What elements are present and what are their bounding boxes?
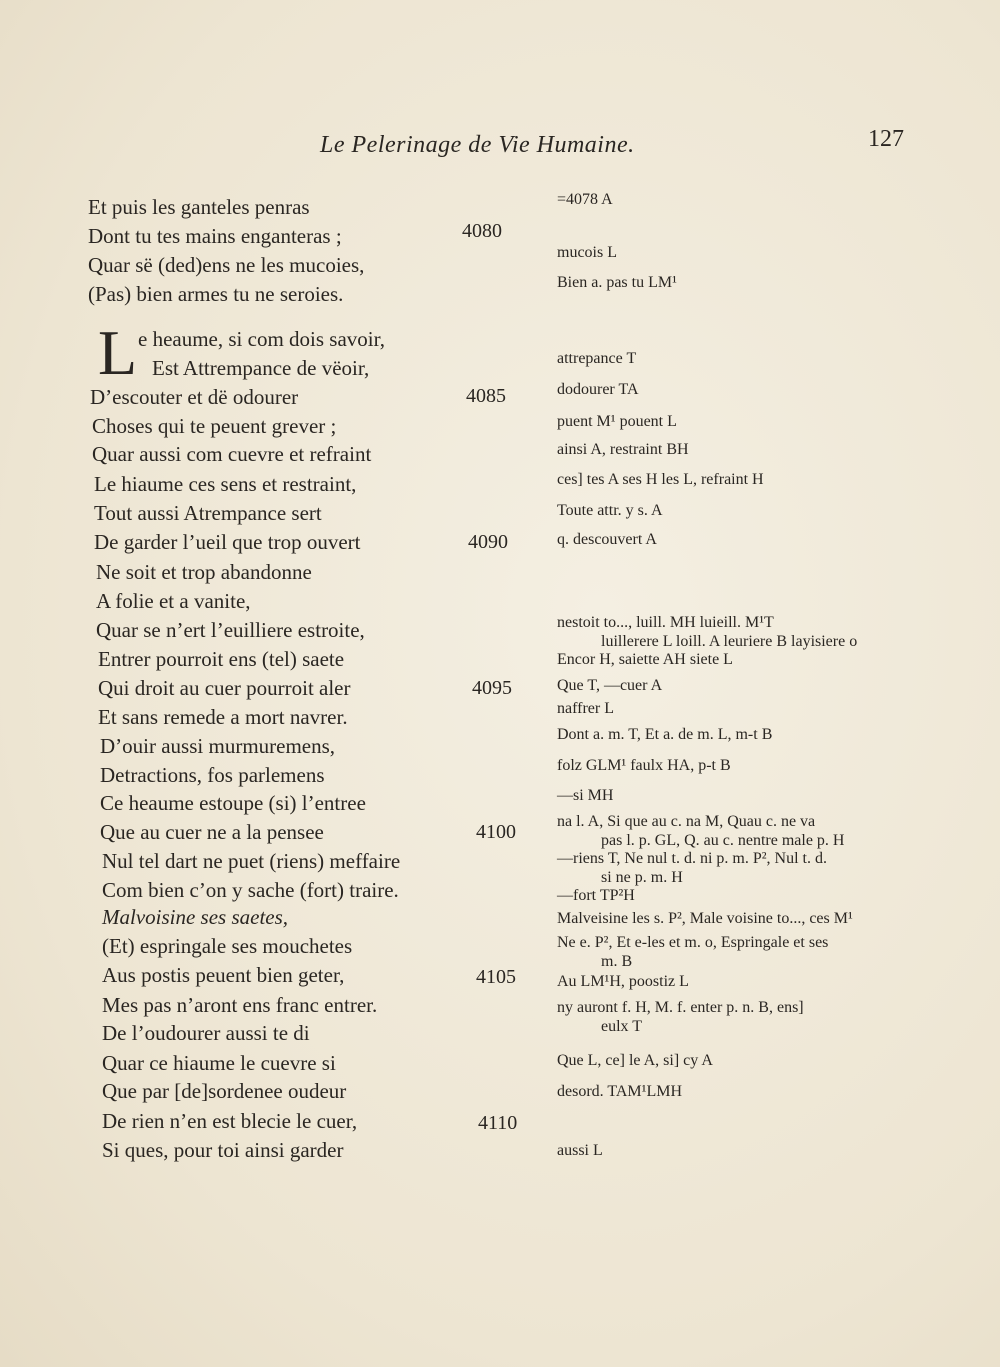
verse-line: De rien n’en est blecie le cuer,	[102, 1109, 358, 1133]
line-number: 4080	[462, 220, 502, 242]
verse-line: Et puis les ganteles penras	[88, 195, 310, 219]
variant-note: aussi L	[557, 1142, 603, 1159]
verse-line: A folie et a vanite,	[96, 589, 251, 613]
page-number: 127	[868, 126, 904, 152]
line-number: 4100	[476, 821, 516, 843]
verse-line: Que par [de]sordenee oudeur	[102, 1079, 347, 1103]
verse-line: Choses qui te peuent grever ;	[92, 414, 337, 438]
line-number: 4085	[466, 385, 506, 407]
verse-line: Malvoisine ses saetes,	[102, 905, 289, 929]
variant-note: Au LM¹H, poostiz L	[557, 973, 689, 990]
verse-line: Quar aussi com cuevre et refraint	[92, 442, 372, 466]
variant-note: folz GLM¹ faulx HA, p-t B	[557, 757, 731, 774]
variant-note-line: si ne p. m. H	[601, 869, 683, 886]
variant-note: Que L, ce] le A, si] cy A	[557, 1052, 713, 1069]
verse-line: (Pas) bien armes tu ne seroies.	[88, 282, 344, 306]
variant-note-line: nestoit to..., luill. MH luieill. M¹T	[557, 614, 774, 631]
verse-line: Aus postis peuent bien geter,	[102, 963, 345, 987]
variant-note-line: na l. A, Si que au c. na M, Quau c. ne va	[557, 813, 816, 830]
verse-line: (Et) espringale ses mouchetes	[102, 934, 353, 958]
variant-note	[557, 933, 922, 971]
drop-capital: L	[98, 317, 138, 388]
variant-note	[557, 812, 922, 850]
verse-line: Quar se n’ert l’euilliere estroite,	[96, 618, 365, 642]
variant-note: Toute attr. y s. A	[557, 502, 663, 519]
variant-note: Encor H, saiette AH siete L	[557, 651, 733, 668]
verse-line: Si ques, pour toi ainsi garder	[102, 1138, 344, 1162]
verse-line: Entrer pourroit ens (tel) saete	[98, 647, 345, 671]
variant-note: ainsi A, restraint BH	[557, 441, 689, 458]
variant-note: desord. TAM¹LMH	[557, 1083, 682, 1100]
variant-note: Bien a. pas tu LM¹	[557, 274, 677, 291]
variant-note: —si MH	[557, 787, 614, 804]
verse-line: D’ouir aussi murmuremens,	[100, 734, 336, 758]
verse-line: Nul tel dart ne puet (riens) meffaire	[102, 849, 401, 873]
variant-note: dodourer TA	[557, 381, 639, 398]
verse-line: Detractions, fos parlemens	[100, 763, 325, 787]
verse-line: Le hiaume ces sens et restraint,	[94, 472, 357, 496]
variant-note: naffrer L	[557, 700, 614, 717]
verse-line: Ce heaume estoupe (si) l’entree	[100, 791, 366, 815]
variant-note-line: ny auront f. H, M. f. enter p. n. B, ens]	[557, 999, 804, 1016]
verse-line: D’escouter et dë odourer	[90, 385, 299, 409]
running-title: Le Pelerinage de Vie Humaine.	[320, 132, 635, 158]
variant-note: —fort TP²H	[557, 887, 635, 904]
verse-line: De l’oudourer aussi te di	[102, 1021, 310, 1045]
verse-line: Mes pas n’aront ens franc entrer.	[102, 993, 378, 1017]
variant-note-line: pas l. p. GL, Q. au c. nentre male p. H	[601, 832, 845, 849]
variant-note: mucois L	[557, 244, 617, 261]
variant-note: puent M¹ pouent L	[557, 413, 677, 430]
variant-note: =4078 A	[557, 191, 613, 208]
verse-line: Ne soit et trop abandonne	[96, 560, 312, 584]
variant-note: Malveisine les s. P², Male voisine to..., ces M¹	[557, 910, 853, 927]
line-number: 4105	[476, 966, 516, 988]
verse-line: e heaume, si com dois savoir,	[138, 327, 386, 351]
variant-note: q. descouvert A	[557, 531, 657, 548]
variant-note: Que T, —cuer A	[557, 677, 663, 694]
variant-note	[557, 613, 922, 651]
verse-line: Quar ce hiaume le cuevre si	[102, 1051, 336, 1075]
variant-note: ces] tes A ses H les L, refraint H	[557, 471, 764, 488]
verse-line: Et sans remede a mort navrer.	[98, 705, 348, 729]
verse-line: Est Attrempance de vëoir,	[152, 356, 370, 380]
variant-note	[557, 998, 922, 1036]
variant-note: Dont a. m. T, Et a. de m. L, m-t B	[557, 726, 773, 743]
variant-note: attrepance T	[557, 350, 637, 367]
verse-line: De garder l’ueil que trop ouvert	[94, 530, 361, 554]
verse-line: Tout aussi Atrempance sert	[94, 501, 322, 525]
variant-note-line: m. B	[601, 953, 633, 970]
variant-note-line: —riens T, Ne nul t. d. ni p. m. P², Nul t. d.	[557, 850, 827, 867]
line-number: 4095	[472, 677, 512, 699]
verse-line: Com bien c’on y sache (fort) traire.	[102, 878, 399, 902]
line-number: 4110	[478, 1112, 518, 1134]
variant-note-line: eulx T	[601, 1018, 643, 1035]
variant-note	[557, 849, 922, 887]
line-number: 4090	[468, 531, 508, 553]
verse-line: Qui droit au cuer pourroit aler	[98, 676, 351, 700]
verse-line: Dont tu tes mains enganteras ;	[88, 224, 342, 248]
verse-line: Quar së (ded)ens ne les mucoies,	[88, 253, 365, 277]
verse-line: Que au cuer ne a la pensee	[100, 820, 324, 844]
variant-note-line: luillerere L loill. A leuriere B layisiere o	[601, 633, 858, 650]
variant-note-line: Ne e. P², Et e-les et m. o, Espringale et ses	[557, 934, 829, 951]
